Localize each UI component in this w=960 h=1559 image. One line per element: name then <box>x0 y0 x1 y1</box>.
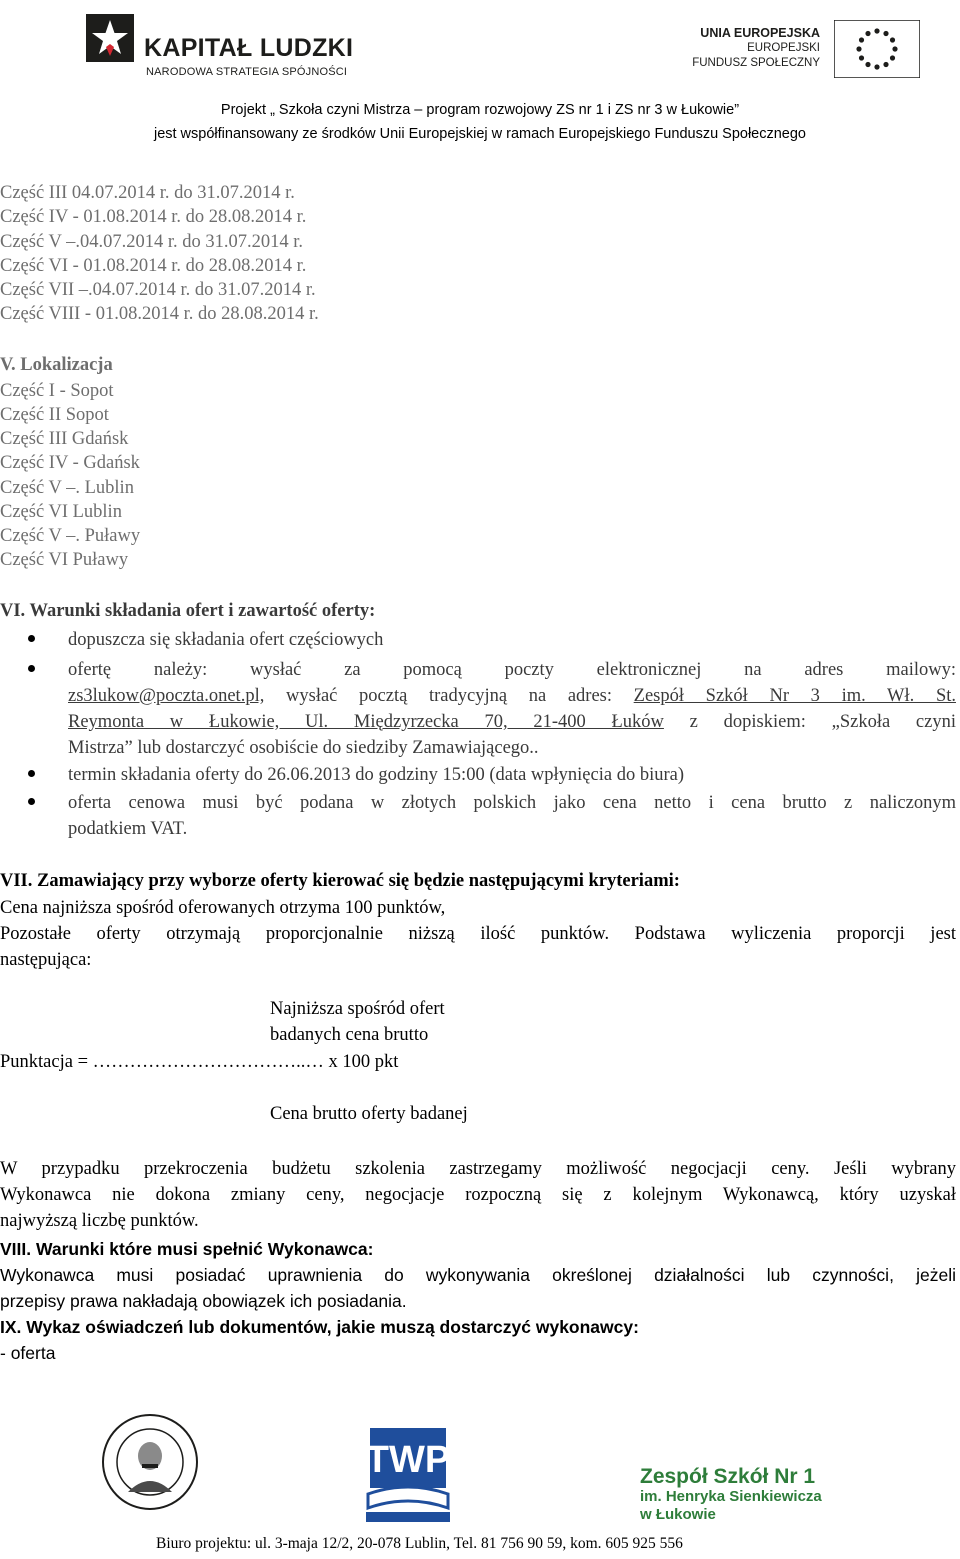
section-8-heading: VIII. Warunki które musi spełnić Wykonawca: <box>0 1239 374 1259</box>
eu-flag-icon <box>834 20 920 78</box>
ue-logo <box>680 20 920 80</box>
bullet-icon <box>28 665 35 672</box>
term-line: Część V –.04.07.2014 r. do 31.07.2014 r. <box>0 232 304 252</box>
kapital-ludzki-subtitle: NARODOWA STRATEGIA SPÓJNOŚCI <box>146 66 348 78</box>
twp-logo-icon <box>356 1424 460 1528</box>
paragraph: przepisy prawa nakładają obowiązek ich posiadania. <box>0 1291 407 1311</box>
bullet-text-cont: Mistrza” lub dostarczyć osobiście do siedziby Zamawiającego.. <box>68 738 539 758</box>
location-item: Część VI Puławy <box>0 550 129 570</box>
location-item: Część III Gdańsk <box>0 429 129 449</box>
formula-numerator-line2: badanych cena brutto <box>270 1025 429 1045</box>
bullet-text-cont <box>68 709 956 735</box>
zs1-town: w Łukowie <box>640 1506 716 1523</box>
section-6-heading: VI. Warunki składania ofert i zawartość oferty: <box>0 601 376 621</box>
paragraph: Pozostałe oferty otrzymają proporcjonalnie niższą ilość punktów. Podstawa wyliczenia proporcji jest <box>0 924 956 944</box>
location-item: Część I - Sopot <box>0 381 114 401</box>
section-9-heading: IX. Wykaz oświadczeń lub dokumentów, jakie muszą dostarczyć wykonawcy: <box>0 1317 639 1337</box>
bullet-text: dopuszcza się składania ofert częściowych <box>68 630 384 650</box>
zs1-logo <box>640 1466 822 1524</box>
paragraph: Cena najniższa spośród oferowanych otrzyma 100 punktów, <box>0 898 446 918</box>
project-cofinancing: jest współfinansowany ze środków Unii Europejskiej w ramach Europejskiego Funduszu Społecznego <box>153 126 807 142</box>
school-seal-icon <box>100 1412 200 1512</box>
formula-lhs: Punktacja = ……………………………..… x 100 pkt <box>0 1052 399 1072</box>
kapital-ludzki-star-icon <box>86 14 134 62</box>
bullet-text: ofertę należy: wysłać za pomocą poczty elektronicznej na adres mailowy: <box>68 660 956 680</box>
text-span: wysłać pocztą tradycyjną na adres: <box>264 686 634 706</box>
formula-denominator: Cena brutto oferty badanej <box>270 1104 468 1124</box>
term-line: Część III 04.07.2014 r. do 31.07.2014 r. <box>0 183 295 203</box>
term-line: Część VI - 01.08.2014 r. do 28.08.2014 r. <box>0 256 307 276</box>
paragraph: - oferta <box>0 1343 56 1363</box>
kapital-ludzki-logo <box>86 14 366 80</box>
section-7-heading: VII. Zamawiający przy wyborze oferty kierować się będzie następującymi kryteriami: <box>0 871 680 891</box>
svg-text:TWP: TWP <box>365 1439 451 1481</box>
bullet-text-cont <box>68 683 956 709</box>
paragraph: następująca: <box>0 950 92 970</box>
email-link[interactable]: zs3lukow@poczta.onet.pl, <box>68 686 265 706</box>
zs1-patron: im. Henryka Sienkiewicza <box>640 1488 822 1505</box>
paragraph: Wykonawca musi posiadać uprawnienia do wykonywania określonej działalności lub czynności, jeżeli <box>0 1265 956 1285</box>
bullet-text: oferta cenowa musi być podana w złotych polskich jako cena netto i cena brutto z naliczonym <box>68 793 956 813</box>
address-link: Zespół Szkół Nr 3 im. Wł. St. <box>633 686 956 706</box>
ue-text <box>692 26 820 71</box>
location-item: Część II Sopot <box>0 405 109 425</box>
term-line: Część VIII - 01.08.2014 r. do 28.08.2014 r. <box>0 304 319 324</box>
term-line: Część VII –.04.07.2014 r. do 31.07.2014 r. <box>0 280 316 300</box>
paragraph: Wykonawca nie dokona zmiany ceny, negocjacje rozpoczną się z kolejnym Wykonawcą, który uzyskał <box>0 1185 956 1205</box>
project-title: Projekt „ Szkoła czyni Mistrza – program rozwojowy ZS nr 1 i ZS nr 3 w Łukowie” <box>220 102 740 118</box>
bullet-text-cont: podatkiem VAT. <box>68 819 188 839</box>
location-item: Część V –. Puławy <box>0 526 141 546</box>
location-item: Część V –. Lublin <box>0 478 134 498</box>
location-item: Część VI Lublin <box>0 502 122 522</box>
ue-line1: UNIA EUROPEJSKA <box>700 26 820 40</box>
paragraph: W przypadku przekroczenia budżetu szkolenia zastrzegamy możliwość negocjacji ceny. Jeśli wybrany <box>0 1159 956 1179</box>
text-span: z dopiskiem: „Szkoła czyni <box>663 712 956 732</box>
section-5-heading: V. Lokalizacja <box>0 355 113 375</box>
ue-line3: FUNDUSZ SPOŁECZNY <box>692 57 820 69</box>
ue-line2: EUROPEJSKI <box>747 42 820 54</box>
address-link-cont: Reymonta w Łukowie, Ul. Międzyrzecka 70, 21-400 Łuków <box>68 712 664 732</box>
term-line: Część IV - 01.08.2014 r. do 28.08.2014 r. <box>0 207 307 227</box>
bullet-icon <box>28 770 35 777</box>
zs1-name: Zespół Szkół Nr 1 <box>640 1465 816 1488</box>
formula-numerator-line1: Najniższa spośród ofert <box>270 999 445 1019</box>
project-office-address: Biuro projektu: ul. 3-maja 12/2, 20-078 Lublin, Tel. 81 756 90 59, kom. 605 925 556 <box>156 1535 683 1552</box>
kapital-ludzki-title: KAPITAŁ LUDZKI <box>144 34 354 62</box>
bullet-icon <box>28 798 35 805</box>
location-item: Część IV - Gdańsk <box>0 453 140 473</box>
bullet-text: termin składania oferty do 26.06.2013 do godziny 15:00 (data wpłynięcia do biura) <box>68 765 685 785</box>
bullet-icon <box>28 635 35 642</box>
paragraph: najwyższą liczbę punktów. <box>0 1211 199 1231</box>
